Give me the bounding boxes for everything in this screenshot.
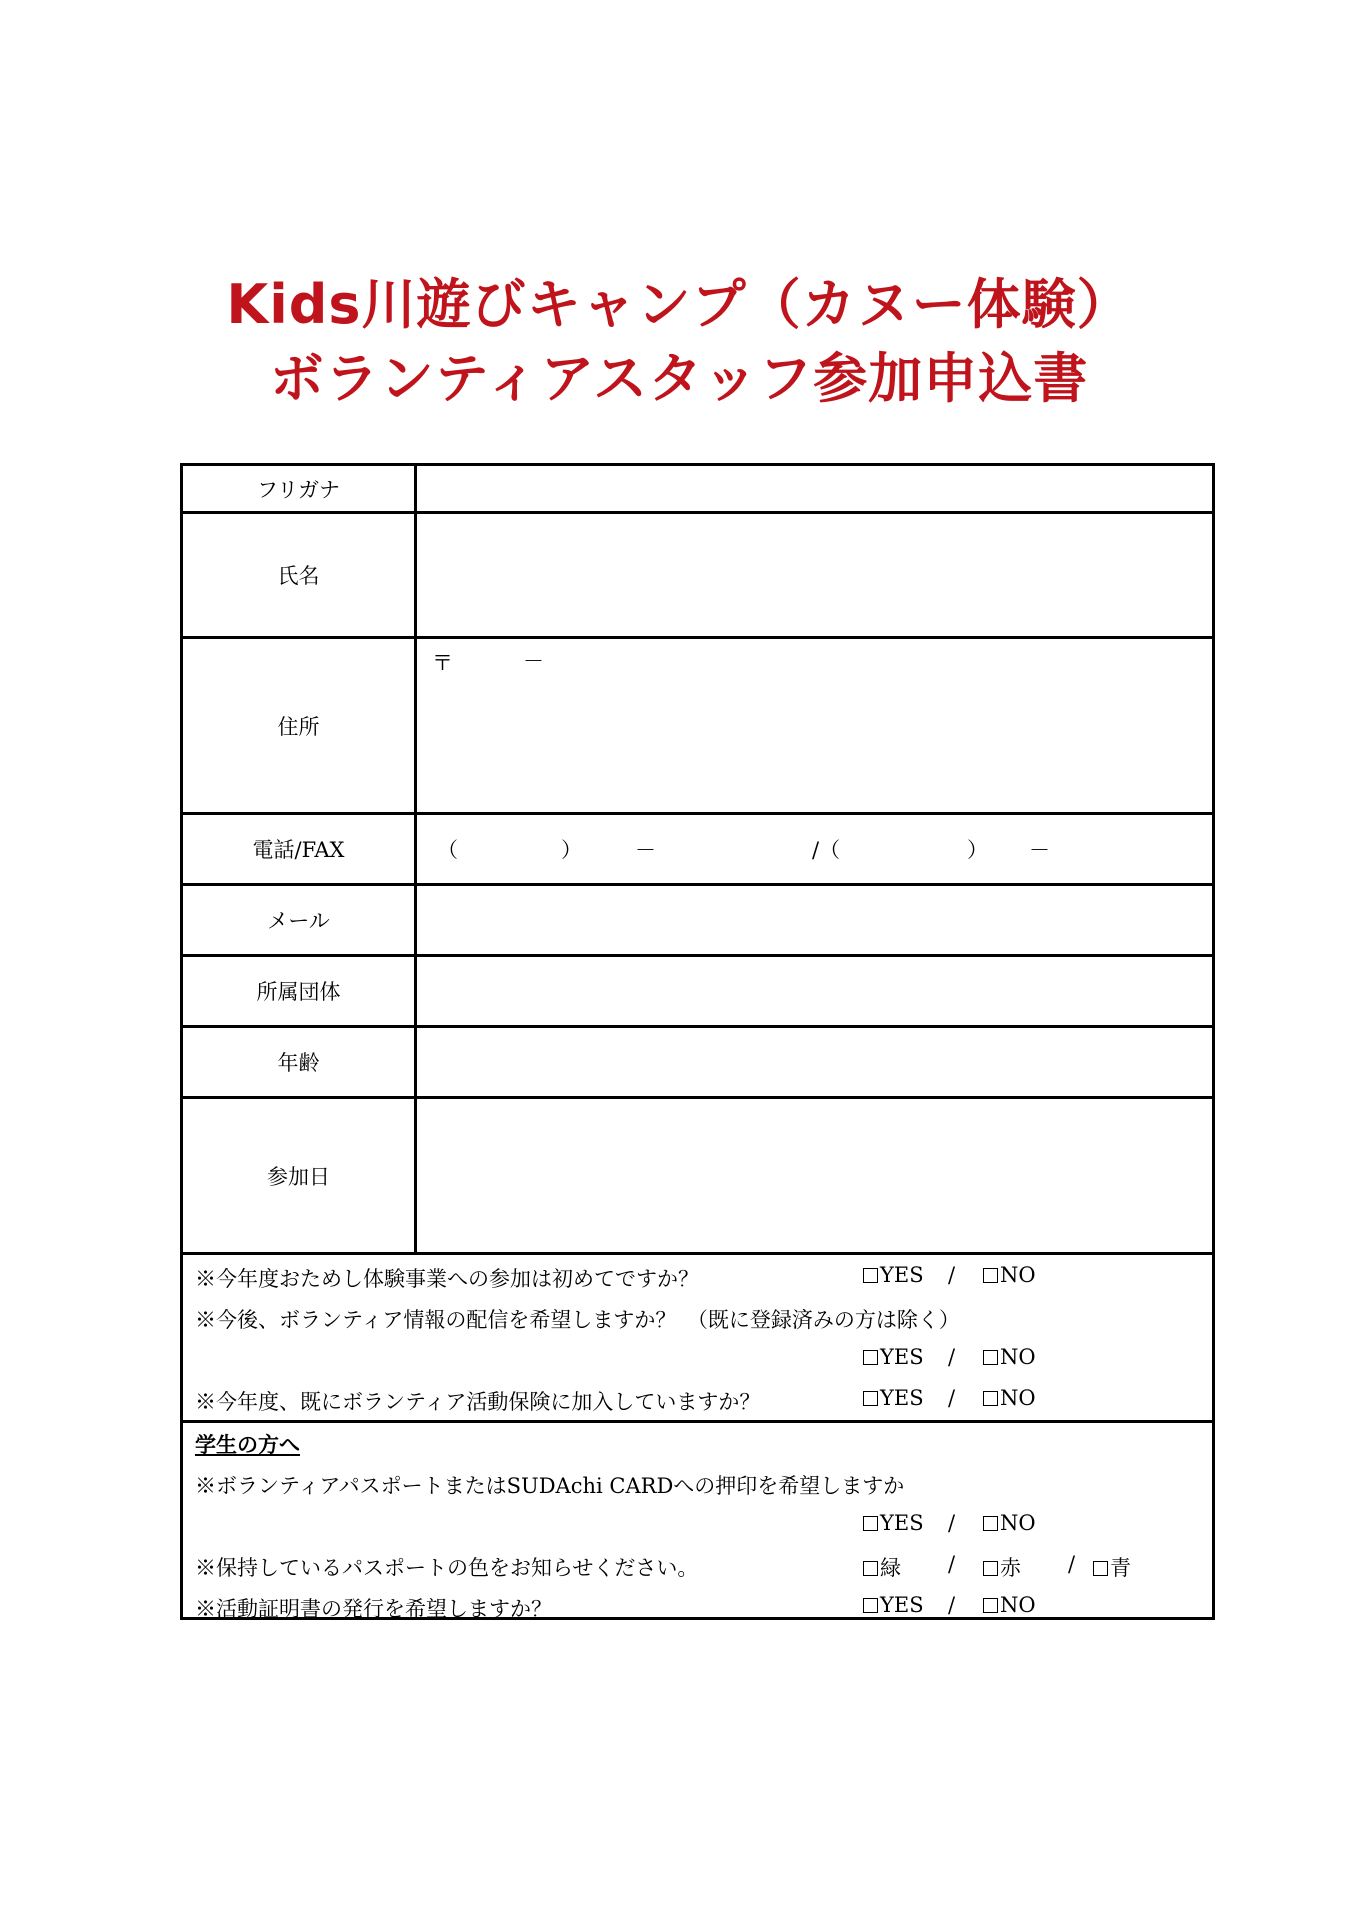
- name-label: 氏名: [183, 514, 417, 636]
- fax-dash: －: [1029, 838, 1050, 862]
- phone-row: [183, 815, 1212, 886]
- checkbox-icon[interactable]: [863, 1561, 878, 1576]
- checkbox-icon[interactable]: [863, 1391, 878, 1406]
- color-slash-2: /: [1068, 1552, 1076, 1576]
- checkbox-icon[interactable]: [983, 1268, 998, 1283]
- q2-slash: /: [948, 1345, 956, 1369]
- checkbox-icon[interactable]: [983, 1350, 998, 1365]
- email-row: [183, 886, 1212, 957]
- checkbox-icon[interactable]: [1093, 1561, 1108, 1576]
- s3-yes-option[interactable]: YES: [863, 1593, 924, 1617]
- question-volunteer-info: ※今後、ボランティア情報の配信を希望しますか？ （既に登録済みの方は除く）: [195, 1308, 960, 1332]
- s3-slash: /: [948, 1593, 956, 1617]
- phone-field[interactable]: [417, 815, 1212, 883]
- address-row: [183, 639, 1212, 815]
- color-green-option[interactable]: 緑: [863, 1552, 901, 1582]
- form-title-line2: ボランティアスタッフ参加申込書: [269, 347, 1089, 410]
- s1-no-option[interactable]: NO: [983, 1511, 1036, 1535]
- q2-no-option[interactable]: NO: [983, 1345, 1036, 1369]
- participation-date-row: [183, 1099, 1212, 1255]
- address-label: 住所: [183, 639, 417, 812]
- age-field[interactable]: [417, 1028, 1212, 1096]
- affiliation-row: [183, 957, 1212, 1028]
- affiliation-field[interactable]: [417, 957, 1212, 1025]
- application-form: [180, 463, 1215, 1620]
- q3-no-option[interactable]: NO: [983, 1386, 1036, 1410]
- postal-mark: 〒: [432, 651, 453, 675]
- postal-dash: －: [523, 649, 544, 673]
- furigana-row: [183, 466, 1212, 514]
- fax-separator: /（: [812, 838, 841, 862]
- name-row: [183, 514, 1212, 639]
- checkbox-icon[interactable]: [863, 1598, 878, 1613]
- furigana-label: フリガナ: [183, 466, 417, 511]
- questions-section: [183, 1255, 1212, 1423]
- furigana-field[interactable]: [417, 466, 1212, 511]
- s3-no-option[interactable]: NO: [983, 1593, 1036, 1617]
- checkbox-icon[interactable]: [863, 1350, 878, 1365]
- students-section: [183, 1423, 1212, 1621]
- question-certificate: ※活動証明書の発行を希望しますか？: [195, 1597, 552, 1621]
- participation-date-field[interactable]: [417, 1099, 1212, 1252]
- checkbox-icon[interactable]: [983, 1391, 998, 1406]
- q3-slash: /: [948, 1386, 956, 1410]
- form-title-line1: Kids川遊びキャンプ（カヌー体験）: [226, 273, 1132, 336]
- q3-yes-option[interactable]: YES: [863, 1386, 924, 1410]
- question-first-time: ※今年度おためし体験事業への参加は初めてですか？: [195, 1267, 699, 1291]
- phone-paren-close: ）: [561, 838, 582, 862]
- question-passport-color: ※保持しているパスポートの色をお知らせください。: [195, 1556, 699, 1580]
- age-label: 年齢: [183, 1028, 417, 1096]
- age-row: [183, 1028, 1212, 1099]
- email-label: メール: [183, 886, 417, 954]
- checkbox-icon[interactable]: [863, 1516, 878, 1531]
- name-field[interactable]: [417, 514, 1212, 636]
- address-field[interactable]: [417, 639, 1212, 812]
- color-slash-1: /: [948, 1552, 956, 1576]
- s1-slash: /: [948, 1511, 956, 1535]
- color-blue-option[interactable]: 青: [1093, 1552, 1131, 1582]
- participation-date-label: 参加日: [183, 1099, 417, 1252]
- question-insurance: ※今年度、既にボランティア活動保険に加入していますか？: [195, 1390, 761, 1414]
- phone-dash: －: [635, 838, 656, 862]
- checkbox-icon[interactable]: [863, 1268, 878, 1283]
- affiliation-label: 所属団体: [183, 957, 417, 1025]
- students-heading: 学生の方へ: [195, 1432, 300, 1457]
- phone-paren-open: （: [437, 838, 458, 862]
- q2-yes-option[interactable]: YES: [863, 1345, 924, 1369]
- q1-yes-option[interactable]: YES: [863, 1263, 924, 1287]
- q1-no-option[interactable]: NO: [983, 1263, 1036, 1287]
- email-field[interactable]: [417, 886, 1212, 954]
- checkbox-icon[interactable]: [983, 1516, 998, 1531]
- fax-paren-close: ）: [967, 838, 988, 862]
- checkbox-icon[interactable]: [983, 1598, 998, 1613]
- question-passport-stamp: ※ボランティアパスポートまたはSUDAchi CARDへの押印を希望しますか: [195, 1474, 905, 1498]
- phone-label: 電話/FAX: [183, 815, 417, 883]
- checkbox-icon[interactable]: [983, 1561, 998, 1576]
- s1-yes-option[interactable]: YES: [863, 1511, 924, 1535]
- color-red-option[interactable]: 赤: [983, 1552, 1021, 1582]
- q1-slash: /: [948, 1263, 956, 1287]
